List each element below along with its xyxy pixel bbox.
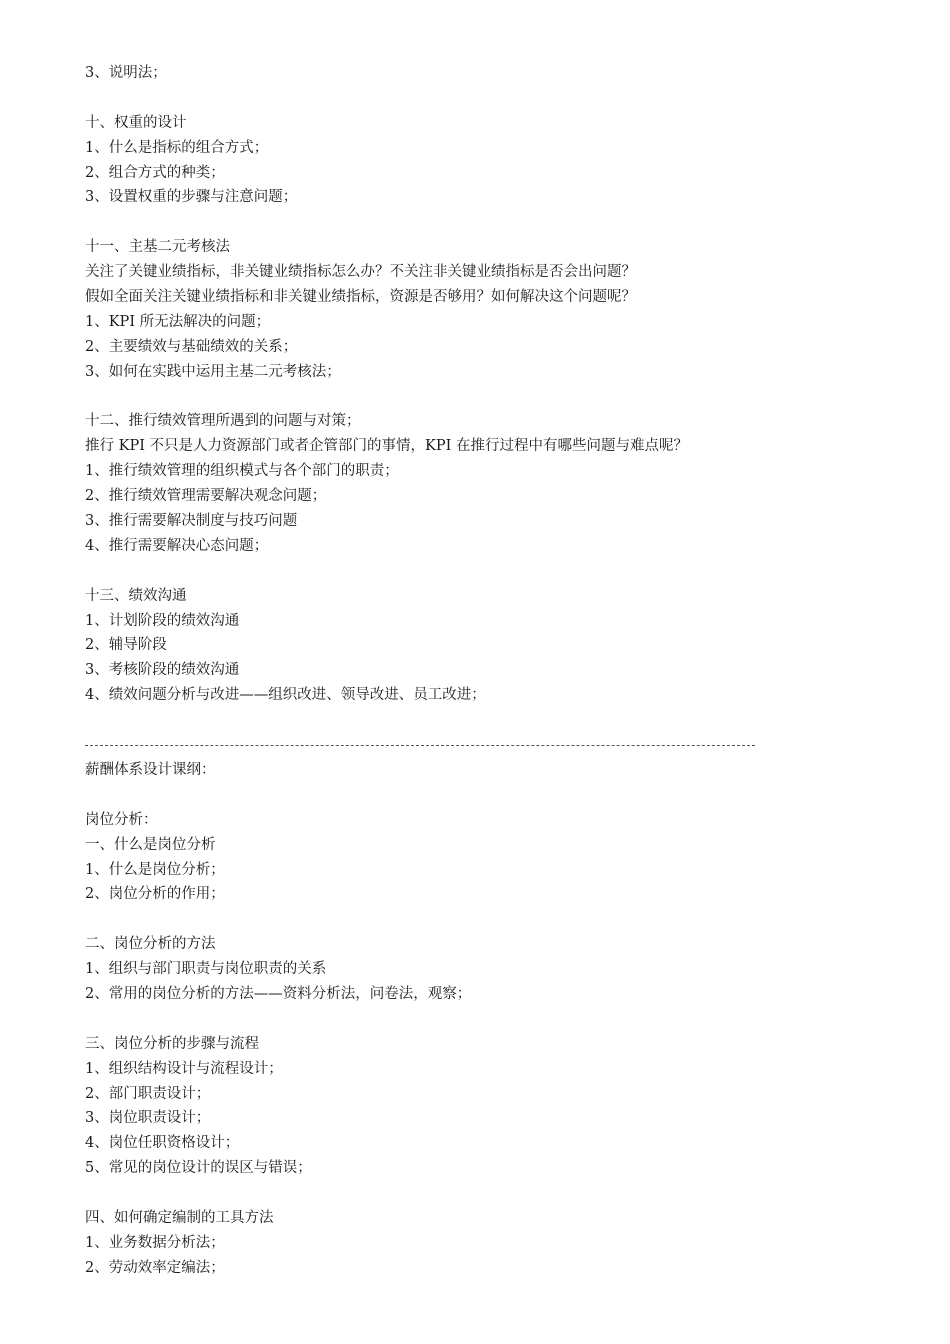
text-line: 3、推行需要解决制度与技巧问题 xyxy=(85,513,298,530)
text-line: 关注了关键业绩指标，非关键业绩指标怎么办？不关注非关键业绩指标是否会出问题？ xyxy=(85,264,636,281)
text-line: 2、岗位分析的作用； xyxy=(85,886,225,903)
text-line: 十、权重的设计 xyxy=(85,114,187,131)
text-line: 3、设置权重的步骤与注意问题； xyxy=(85,189,298,206)
text-line: 3、岗位职责设计； xyxy=(85,1110,211,1127)
blank-line xyxy=(85,385,885,410)
text-line: 1、业务数据分析法； xyxy=(85,1234,225,1251)
text-line: 三、岗位分析的步骤与流程 xyxy=(85,1035,259,1052)
text-line: 1、KPI 所无法解决的问题； xyxy=(85,313,271,330)
text-line: 十一、主基二元考核法 xyxy=(85,239,230,256)
text-line: 2、部门职责设计； xyxy=(85,1085,211,1102)
text-line: 4、绩效问题分析与改进——组织改进、领导改进、员工改进； xyxy=(85,687,486,704)
text-line: 推行 KPI 不只是人力资源部门或者企管部门的事情，KPI 在推行过程中有哪些问题与难点呢？ xyxy=(85,438,688,455)
section-separator xyxy=(85,733,885,758)
text-line: 2、推行绩效管理需要解决观念问题； xyxy=(85,488,327,505)
text-line: 岗位分析： xyxy=(85,811,158,828)
text-line: 1、什么是指标的组合方式； xyxy=(85,139,269,156)
blank-line xyxy=(85,86,885,111)
text-line: 3、如何在实践中运用主基二元考核法； xyxy=(85,363,341,380)
text-line: 4、推行需要解决心态问题； xyxy=(85,537,269,554)
text-line: 3、说明法； xyxy=(85,65,167,81)
text-line: 1、什么是岗位分析； xyxy=(85,861,225,878)
blank-line xyxy=(85,907,885,932)
blank-line xyxy=(85,559,885,584)
blank-line xyxy=(85,708,885,733)
text-line: 1、推行绩效管理的组织模式与各个部门的职责； xyxy=(85,463,399,480)
dashed-rule xyxy=(85,745,755,746)
text-line: 一、什么是岗位分析 xyxy=(85,836,216,853)
text-line: 二、岗位分析的方法 xyxy=(85,936,216,953)
blank-line xyxy=(85,1181,885,1206)
text-line: 十二、推行绩效管理所遇到的问题与对策； xyxy=(85,413,361,430)
text-line: 3、考核阶段的绩效沟通 xyxy=(85,662,240,679)
blank-line xyxy=(85,783,885,808)
text-line: 2、主要绩效与基础绩效的关系； xyxy=(85,338,298,355)
text-line: 1、组织结构设计与流程设计； xyxy=(85,1060,283,1077)
text-line: 四、如何确定编制的工具方法 xyxy=(85,1209,274,1226)
text-line: 1、组织与部门职责与岗位职责的关系 xyxy=(85,961,327,978)
text-line: 2、组合方式的种类； xyxy=(85,164,225,181)
text-line: 薪酬体系设计课纲： xyxy=(85,761,216,778)
text-line: 2、辅导阶段 xyxy=(85,637,167,654)
text-line: 1、计划阶段的绩效沟通 xyxy=(85,612,240,629)
text-line: 4、岗位任职资格设计； xyxy=(85,1135,240,1152)
text-line: 2、劳动效率定编法； xyxy=(85,1259,225,1276)
document-page xyxy=(85,61,885,1281)
blank-line xyxy=(85,1007,885,1032)
blank-line xyxy=(85,210,885,235)
text-line: 十三、绩效沟通 xyxy=(85,587,187,604)
text-line: 假如全面关注关键业绩指标和非关键业绩指标，资源是否够用？如何解决这个问题呢？ xyxy=(85,289,636,306)
text-line: 5、常见的岗位设计的误区与错误； xyxy=(85,1160,312,1177)
text-line: 2、常用的岗位分析的方法——资料分析法，问卷法，观察； xyxy=(85,985,472,1002)
